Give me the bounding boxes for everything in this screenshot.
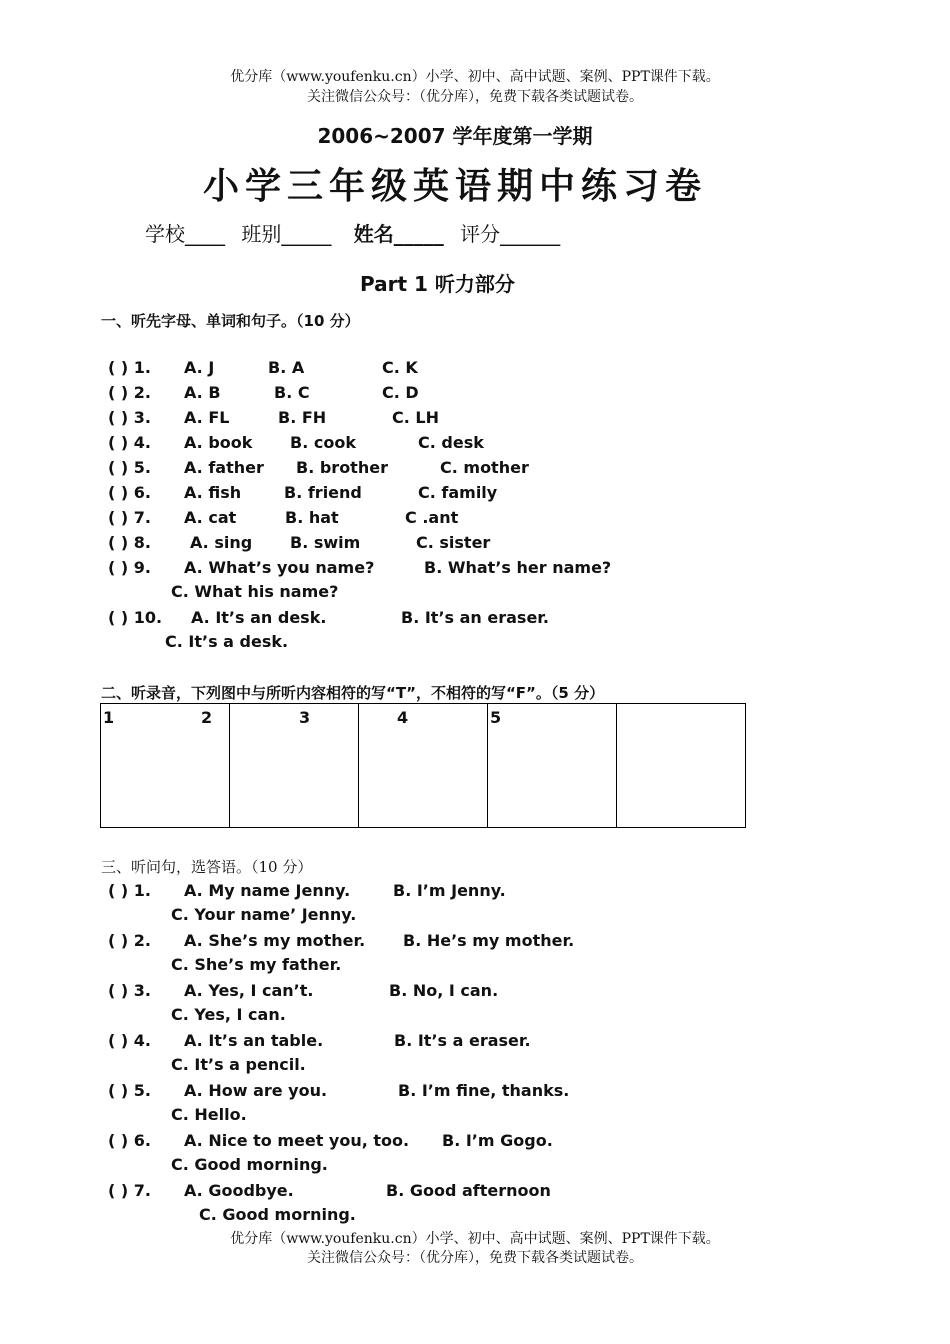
option-c: C. It’s a desk. <box>165 632 289 651</box>
option-b: B. It’s an eraser. <box>401 608 549 627</box>
item-number: ( ) 9. <box>108 558 151 577</box>
option-a: A. She’s my mother. <box>184 931 366 950</box>
option-c: C. Hello. <box>171 1105 247 1124</box>
cell-number: 3 <box>299 708 311 727</box>
list-item <box>108 1031 808 1055</box>
option-c: C. Good morning. <box>199 1205 356 1224</box>
option-a: A. What’s you name? <box>184 558 375 577</box>
school-field: 学校____ <box>145 222 225 246</box>
item-number: ( ) 2. <box>108 383 151 402</box>
list-item <box>108 558 808 582</box>
list-item-continued <box>108 1105 808 1131</box>
option-b: B. Good afternoon <box>386 1181 551 1200</box>
option-a: A. fish <box>184 483 242 502</box>
option-c: C. Yes, I can. <box>171 1005 286 1024</box>
item-number: ( ) 8. <box>108 533 151 552</box>
option-c: C .ant <box>405 508 459 527</box>
list-item <box>108 458 808 483</box>
option-c: C. Your name’ Jenny. <box>171 905 357 924</box>
item-number: ( ) 3. <box>108 408 151 427</box>
option-c: C. mother <box>440 458 529 477</box>
item-number: ( ) 6. <box>108 1131 151 1150</box>
item-number: ( ) 1. <box>108 358 151 377</box>
option-a: A. B <box>184 383 221 402</box>
item-number: ( ) 3. <box>108 981 151 1000</box>
grid-cell[interactable] <box>488 704 617 828</box>
option-b: B. He’s my mother. <box>403 931 575 950</box>
option-c: C. LH <box>392 408 439 427</box>
section-1-list <box>108 358 808 657</box>
option-a: A. How are you. <box>184 1081 328 1100</box>
option-c: C. What his name? <box>171 582 339 601</box>
option-b: B. A <box>268 358 305 377</box>
exam-title: 小学三年级英语期中练习卷 <box>202 165 707 207</box>
section-3-heading: 三、听问句，选答语。（10 分） <box>101 858 313 876</box>
list-item <box>108 533 808 558</box>
list-item-continued <box>108 1205 808 1229</box>
section-2-heading: 二、听录音，下列图中与所听内容相符的写“T”，不相符的写“F”。（5 分） <box>101 684 605 702</box>
option-c: C. D <box>382 383 419 402</box>
cell-number: 5 <box>490 708 502 727</box>
list-item-continued <box>108 632 808 657</box>
option-b: B. No, I can. <box>389 981 499 1000</box>
list-item <box>108 1081 808 1105</box>
item-number: ( ) 10. <box>108 608 163 627</box>
option-a: A. It’s an table. <box>184 1031 324 1050</box>
item-number: ( ) 1. <box>108 881 151 900</box>
option-b: B. I’m Jenny. <box>393 881 506 900</box>
list-item <box>108 1131 808 1155</box>
footer-line-2: 关注微信公众号：（优分库），免费下载各类试题试卷。 <box>307 1250 643 1266</box>
footer-line-1: 优分库（www.youfenku.cn）小学、初中、高中试题、案例、PPT课件下载。 <box>230 1231 720 1247</box>
list-item-continued <box>108 582 808 608</box>
picture-answer-grid <box>100 703 746 828</box>
option-c: C. K <box>382 358 418 377</box>
cell-number: 1 <box>103 708 115 727</box>
list-item-continued <box>108 1005 808 1031</box>
list-item <box>108 408 808 433</box>
header-line-2: 关注微信公众号：（优分库），免费下载各类试题试卷。 <box>307 89 643 105</box>
item-number: ( ) 2. <box>108 931 151 950</box>
option-b: B. I’m Gogo. <box>442 1131 553 1150</box>
list-item <box>108 358 808 383</box>
score-field: 评分______ <box>460 222 561 246</box>
option-a: A. cat <box>184 508 237 527</box>
name-field: 姓名_____ <box>353 222 444 246</box>
item-number: ( ) 4. <box>108 433 151 452</box>
list-item-continued <box>108 1155 808 1181</box>
item-number: ( ) 7. <box>108 508 151 527</box>
list-item <box>108 881 808 905</box>
year-title: 2006~2007 学年度第一学期 <box>317 124 593 148</box>
item-number: ( ) 7. <box>108 1181 151 1200</box>
list-item <box>108 1181 808 1205</box>
grid-cell[interactable] <box>617 704 746 828</box>
option-a: A. Nice to meet you, too. <box>184 1131 410 1150</box>
option-c: C. desk <box>418 433 484 452</box>
option-a: A. sing <box>190 533 253 552</box>
option-b: B. friend <box>284 483 362 502</box>
list-item <box>108 483 808 508</box>
option-a: A. Goodbye. <box>184 1181 294 1200</box>
option-b: B. hat <box>285 508 339 527</box>
grid-cell[interactable] <box>101 704 230 828</box>
option-b: B. I’m fine, thanks. <box>398 1081 570 1100</box>
option-b: B. What’s her name? <box>424 558 612 577</box>
option-a: A. book <box>184 433 253 452</box>
option-a: A. My name Jenny. <box>184 881 351 900</box>
item-number: ( ) 4. <box>108 1031 151 1050</box>
cell-number: 4 <box>397 708 409 727</box>
option-c: C. family <box>418 483 498 502</box>
item-number: ( ) 5. <box>108 1081 151 1100</box>
list-item <box>108 931 808 955</box>
section-1-heading: 一、听先字母、单词和句子。（10 分） <box>101 312 360 330</box>
option-b: B. C <box>274 383 310 402</box>
list-item <box>108 981 808 1005</box>
option-b: B. swim <box>290 533 361 552</box>
item-number: ( ) 5. <box>108 458 151 477</box>
list-item <box>108 608 808 632</box>
list-item <box>108 433 808 458</box>
list-item-continued <box>108 955 808 981</box>
item-number: ( ) 6. <box>108 483 151 502</box>
option-c: C. sister <box>416 533 491 552</box>
option-a: A. father <box>184 458 264 477</box>
option-b: B. cook <box>290 433 356 452</box>
list-item <box>108 508 808 533</box>
option-b: B. It’s a eraser. <box>394 1031 531 1050</box>
option-a: A. Yes, I can’t. <box>184 981 314 1000</box>
option-a: A. It’s an desk. <box>191 608 327 627</box>
grid-cell[interactable] <box>230 704 359 828</box>
option-c: C. Good morning. <box>171 1155 328 1174</box>
option-a: A. FL <box>184 408 230 427</box>
part-1-heading: Part 1 听力部分 <box>360 272 515 296</box>
section-3-list <box>108 881 808 1229</box>
option-c: C. She’s my father. <box>171 955 342 974</box>
list-item-continued <box>108 1055 808 1081</box>
class-field: 班别_____ <box>241 222 332 246</box>
student-info <box>145 218 560 247</box>
grid-cell[interactable] <box>359 704 488 828</box>
list-item <box>108 383 808 408</box>
option-a: A. J <box>184 358 215 377</box>
list-item-continued <box>108 905 808 931</box>
cell-number: 2 <box>201 708 213 727</box>
option-b: B. brother <box>296 458 388 477</box>
option-b: B. FH <box>278 408 327 427</box>
option-c: C. It’s a pencil. <box>171 1055 306 1074</box>
header-line-1: 优分库（www.youfenku.cn）小学、初中、高中试题、案例、PPT课件下载。 <box>230 69 720 85</box>
